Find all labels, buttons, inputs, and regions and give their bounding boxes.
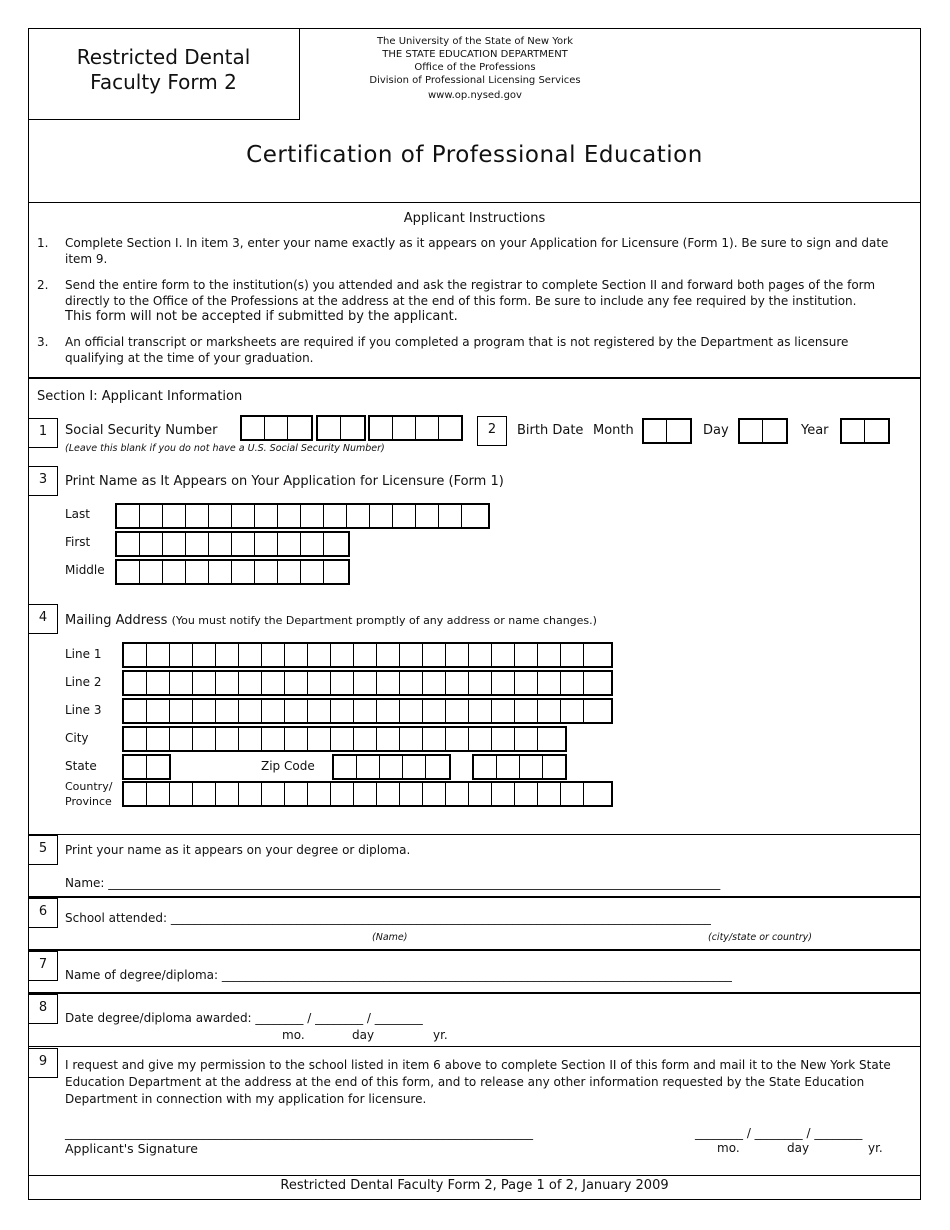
divider	[28, 992, 921, 994]
instruction-number: 1.	[37, 236, 49, 250]
first-name-label: First	[65, 535, 91, 549]
divider	[28, 949, 921, 951]
agency-line: The University of the State of New York	[376, 36, 574, 47]
ssn-note: (Leave this blank if you do not have a U.S. Social Security Number)	[65, 443, 385, 454]
degree-diploma-field[interactable]: Name of degree/diploma: _____________________________________________________________________________________	[65, 968, 732, 982]
state-label: State	[65, 759, 97, 773]
birth-month-field[interactable]	[642, 418, 692, 444]
ssn-field-part1[interactable]	[240, 415, 313, 441]
permission-text: I request and give my permission to the school listed in item 6 above to complete Section II of this form and mail it to the New York State Education Department at the address at the end of this form, and to release any other information requested by the State Education Department in connection with my application for licensure.	[65, 1058, 891, 1106]
country-label-line1: Country/	[65, 780, 113, 793]
item-number: 5	[28, 835, 58, 865]
section-title: Section I: Applicant Information	[37, 389, 243, 404]
signature-field[interactable]: ______________________________________________________________________________	[65, 1126, 533, 1140]
instruction-item	[37, 334, 907, 366]
divider	[28, 834, 921, 835]
form-title-line2: Faculty Form 2	[90, 70, 237, 94]
agency-line: Office of the Professions	[414, 62, 536, 73]
instruction-item	[37, 235, 907, 267]
date-awarded-day-caption: day	[352, 1028, 375, 1042]
item-number: 1	[28, 418, 58, 448]
date-awarded-year-caption: yr.	[433, 1028, 448, 1042]
address-line3-field[interactable]	[122, 698, 613, 724]
mailing-address-title: Mailing Address	[65, 613, 168, 628]
school-attended-field[interactable]: School attended: __________________________________________________________________________________________	[65, 911, 711, 925]
mailing-address-label	[65, 613, 597, 628]
middle-name-label: Middle	[65, 563, 105, 577]
agency-line: THE STATE EDUCATION DEPARTMENT	[382, 49, 568, 60]
address-line2-label: Line 2	[65, 675, 102, 689]
birth-year-field[interactable]	[840, 418, 890, 444]
signature-month-caption: mo.	[717, 1141, 740, 1155]
divider	[28, 1046, 921, 1047]
state-field[interactable]	[122, 754, 171, 780]
divider	[28, 202, 921, 203]
country-field[interactable]	[122, 781, 613, 807]
degree-name-field[interactable]: Name: ______________________________________________________________________________________________________	[65, 876, 721, 890]
birth-month-label: Month	[593, 423, 634, 438]
agency-line: Division of Professional Licensing Services	[369, 75, 581, 86]
address-line1-field[interactable]	[122, 642, 613, 668]
last-name-label: Last	[65, 507, 90, 521]
item-number: 2	[477, 416, 507, 446]
birth-year-label: Year	[801, 423, 829, 438]
middle-name-field[interactable]	[115, 559, 350, 585]
signature-year-caption: yr.	[868, 1141, 883, 1155]
agency-block	[300, 35, 650, 102]
date-awarded-month-caption: mo.	[282, 1028, 305, 1042]
signature-label: Applicant's Signature	[65, 1141, 198, 1156]
zip-label: Zip Code	[261, 759, 315, 773]
address-line3-label: Line 3	[65, 703, 102, 717]
ssn-label: Social Security Number	[65, 423, 218, 438]
city-field[interactable]	[122, 726, 567, 752]
instruction-item	[37, 277, 907, 325]
form-title-box	[28, 28, 300, 120]
divider	[28, 896, 921, 898]
form-title-line1: Restricted Dental	[76, 45, 251, 69]
address-line1-label: Line 1	[65, 647, 102, 661]
school-name-caption: (Name)	[372, 932, 408, 943]
instruction-text: An official transcript or marksheets are required if you completed a program that is not registered by the Department as licensure qualifying at the time of your graduation.	[65, 335, 849, 365]
ssn-field-part2[interactable]	[316, 415, 366, 441]
signature-date-field[interactable]: ________ / ________ / ________	[695, 1126, 863, 1140]
page-footer: Restricted Dental Faculty Form 2, Page 1 of 2, January 2009	[280, 1178, 669, 1193]
print-name-label: Print Name as It Appears on Your Application for Licensure (Form 1)	[65, 474, 504, 489]
date-awarded-field[interactable]: Date degree/diploma awarded: ________ / ________ / ________	[65, 1011, 423, 1025]
school-location-caption: (city/state or country)	[708, 932, 812, 943]
mailing-address-note: (You must notify the Department promptly of any address or name changes.)	[171, 614, 597, 627]
item-number: 8	[28, 994, 58, 1024]
page-title: Certification of Professional Education	[246, 142, 703, 168]
instruction-number: 3.	[37, 335, 49, 349]
item-number: 6	[28, 898, 58, 928]
instruction-number: 2.	[37, 278, 49, 292]
birth-day-label: Day	[703, 423, 729, 438]
last-name-field[interactable]	[115, 503, 490, 529]
degree-name-label: Print your name as it appears on your degree or diploma.	[65, 843, 411, 857]
instruction-text-emphasis: This form will not be accepted if submitted by the applicant.	[65, 309, 458, 324]
birth-day-field[interactable]	[738, 418, 788, 444]
birth-date-label: Birth Date	[517, 423, 584, 438]
address-line2-field[interactable]	[122, 670, 613, 696]
signature-day-caption: day	[787, 1141, 810, 1155]
divider	[28, 377, 921, 379]
divider	[28, 1175, 921, 1176]
agency-url[interactable]: www.op.nysed.gov	[428, 90, 522, 101]
item-number: 7	[28, 951, 58, 981]
city-label: City	[65, 731, 89, 745]
first-name-field[interactable]	[115, 531, 350, 557]
ssn-field-part3[interactable]	[368, 415, 463, 441]
instruction-text: Send the entire form to the institution(s) you attended and ask the registrar to complete Section II and forward both pages of the form directly to the Office of the Professions at the address at the end of this form. Be sure to include any fee required by the institution.	[65, 278, 876, 308]
instructions-title: Applicant Instructions	[403, 211, 546, 226]
item-number: 4	[28, 604, 58, 634]
instruction-text: Complete Section I. In item 3, enter your name exactly as it appears on your Application for Licensure (Form 1). Be sure to sign and date item 9.	[65, 236, 889, 266]
zip-field[interactable]	[332, 754, 451, 780]
item-number: 3	[28, 466, 58, 496]
country-label-line2: Province	[65, 795, 112, 808]
zip-extension-field[interactable]	[472, 754, 567, 780]
country-label	[65, 779, 112, 809]
item-number: 9	[28, 1048, 58, 1078]
